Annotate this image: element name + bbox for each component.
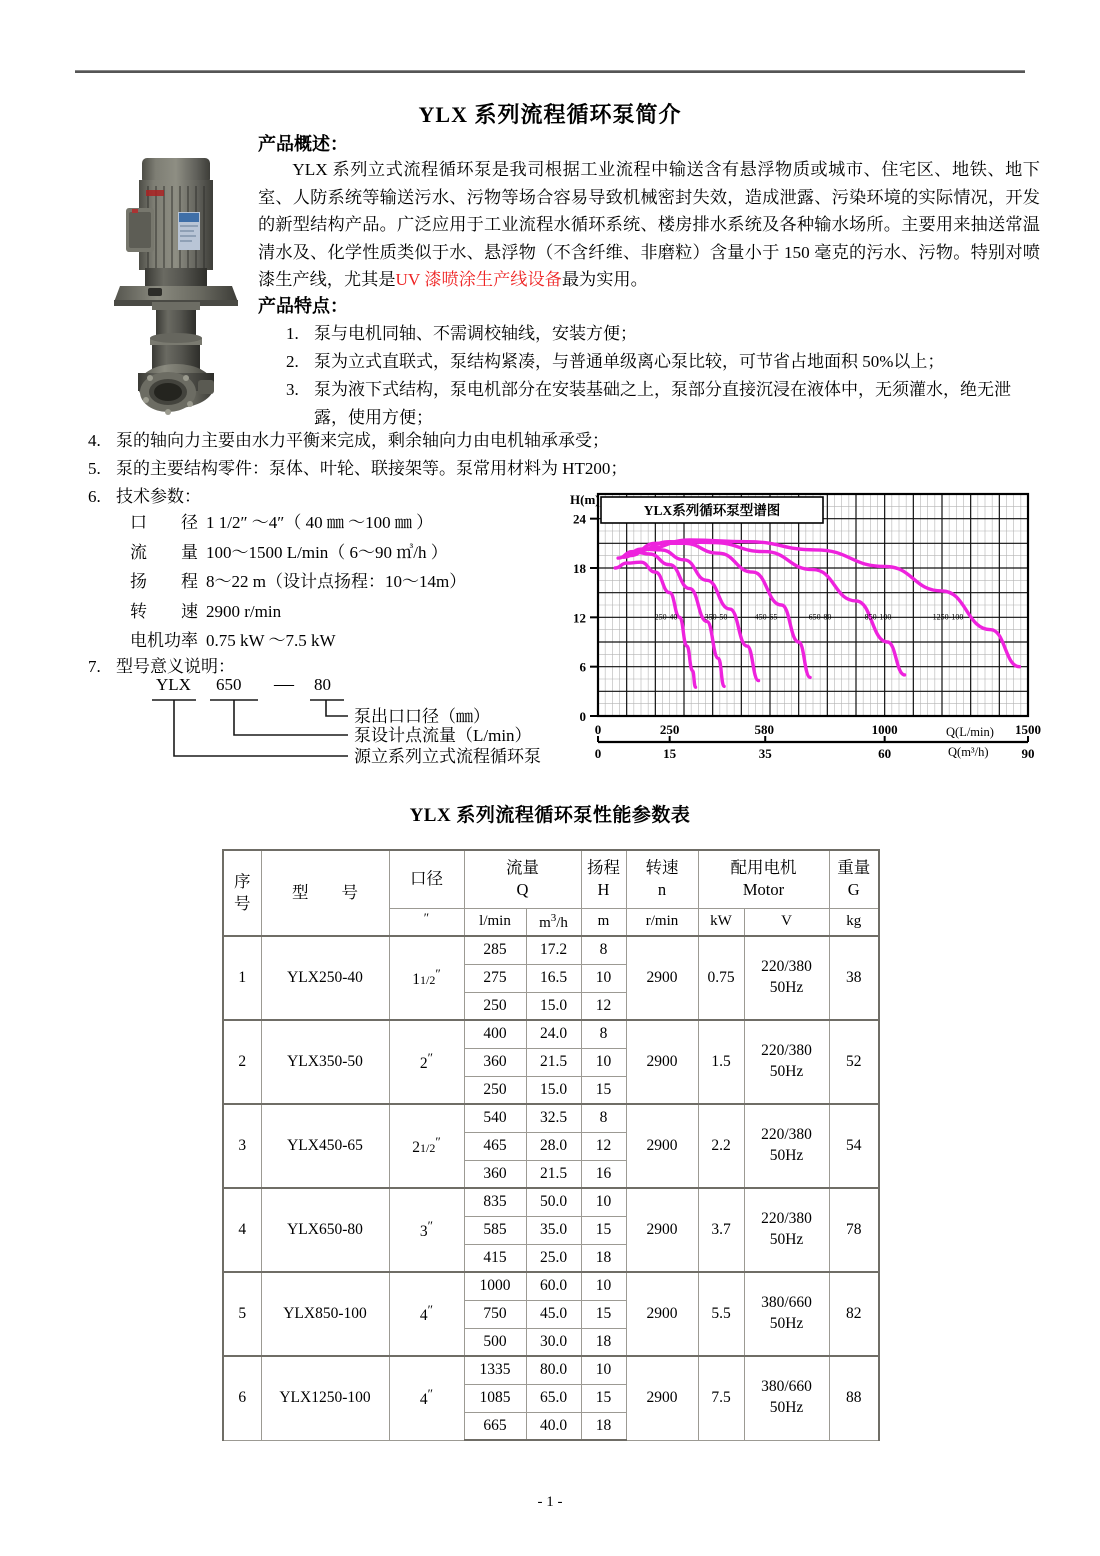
cell-flow-m3h: 28.0 bbox=[526, 1132, 581, 1160]
cell-head-m: 8 bbox=[581, 936, 626, 964]
cell-flow-lmin: 465 bbox=[464, 1132, 526, 1160]
cell-flow-m3h: 45.0 bbox=[526, 1300, 581, 1328]
spec-table-title: YLX 系列流程循环泵性能参数表 bbox=[409, 805, 691, 826]
pump-product-image bbox=[112, 142, 260, 427]
cell-flow-m3h: 24.0 bbox=[526, 1020, 581, 1048]
cell-motor-voltage: 220/380 50Hz bbox=[744, 1188, 829, 1272]
cell-flow-lmin: 1335 bbox=[464, 1356, 526, 1384]
col-unit-m: m bbox=[581, 908, 626, 936]
cell-motor-voltage: 220/380 50Hz bbox=[744, 1020, 829, 1104]
chart-title: YLX系列循环泵型谱图 bbox=[643, 503, 781, 518]
cell-flow-m3h: 35.0 bbox=[526, 1216, 581, 1244]
cell-seq: 4 bbox=[223, 1188, 261, 1272]
chart-y-axis-label: H(m) bbox=[570, 492, 600, 507]
cell-motor-kw: 5.5 bbox=[698, 1272, 744, 1356]
chart-y-tick: 24 bbox=[573, 511, 586, 527]
col-unit-v: V bbox=[744, 908, 829, 936]
model-label-series: 源立系列立式流程循环泵 bbox=[354, 747, 541, 766]
cell-motor-kw: 1.5 bbox=[698, 1020, 744, 1104]
model-code-flow: 650 bbox=[216, 676, 242, 694]
tech-param-value: 2900 r/min bbox=[206, 601, 282, 621]
chart-x-tick-top: 580 bbox=[754, 722, 775, 737]
list-item bbox=[88, 455, 1038, 483]
list-item-label: 型号意义说明： bbox=[116, 657, 235, 676]
cell-bore: 4″ bbox=[389, 1356, 464, 1440]
chart-x-axis-label-bottom: Q(m³/h) bbox=[948, 745, 989, 759]
cell-head-m: 10 bbox=[581, 1048, 626, 1076]
cell-weight: 78 bbox=[829, 1188, 879, 1272]
list-item bbox=[286, 376, 1038, 432]
cell-seq: 2 bbox=[223, 1020, 261, 1104]
cell-flow-m3h: 40.0 bbox=[526, 1412, 581, 1440]
cell-speed: 2900 bbox=[626, 1272, 698, 1356]
list-item-number: 6. bbox=[88, 487, 101, 506]
cell-head-m: 18 bbox=[581, 1412, 626, 1440]
page-title: YLX 系列流程循环泵简介 bbox=[418, 102, 682, 127]
list-item-label: 泵为液下式结构，泵电机部分在安装基础之上，泵部分直接沉浸在液体中，无须灌水，绝无泄露，使用方便； bbox=[314, 380, 1011, 427]
table-row bbox=[223, 1104, 879, 1132]
tech-param-row bbox=[130, 538, 560, 568]
col-header-model: 型 号 bbox=[261, 850, 389, 936]
chart-curve-label: 650-80 bbox=[808, 612, 832, 622]
cell-bore: 3″ bbox=[389, 1188, 464, 1272]
cell-flow-m3h: 50.0 bbox=[526, 1188, 581, 1216]
tech-param-value: 0.75 kW ～7.5 kW bbox=[206, 631, 336, 650]
table-row bbox=[223, 1188, 879, 1216]
cell-motor-kw: 7.5 bbox=[698, 1356, 744, 1440]
list-item-number: 1. bbox=[286, 324, 299, 343]
cell-head-m: 12 bbox=[581, 1132, 626, 1160]
col-header-flow: 流量 Q bbox=[464, 850, 581, 908]
page-number: - 1 - bbox=[537, 1494, 563, 1510]
cell-seq: 1 bbox=[223, 936, 261, 1020]
cell-speed: 2900 bbox=[626, 1188, 698, 1272]
tech-param-row bbox=[130, 597, 560, 627]
cell-flow-lmin: 250 bbox=[464, 992, 526, 1020]
table-row bbox=[223, 1020, 879, 1048]
tech-param-value: 1 1/2″ ～4″（ 40 ㎜ ～100 ㎜ ） bbox=[206, 513, 434, 532]
performance-chart bbox=[548, 486, 1048, 776]
chart-x-tick-top: 1000 bbox=[871, 722, 898, 737]
cell-motor-voltage: 220/380 50Hz bbox=[744, 936, 829, 1020]
tech-parameters-list bbox=[130, 508, 560, 656]
cell-motor-voltage: 220/380 50Hz bbox=[744, 1104, 829, 1188]
cell-head-m: 18 bbox=[581, 1244, 626, 1272]
cell-model: YLX450-65 bbox=[261, 1104, 389, 1188]
list-item-label: 泵与电机同轴、不需调校轴线，安装方便； bbox=[314, 324, 637, 343]
cell-weight: 82 bbox=[829, 1272, 879, 1356]
cell-head-m: 8 bbox=[581, 1104, 626, 1132]
cell-motor-kw: 2.2 bbox=[698, 1104, 744, 1188]
chart-x-tick-top: 0 bbox=[594, 722, 602, 737]
table-row bbox=[223, 936, 879, 964]
features-heading: 产品特点： bbox=[258, 296, 348, 316]
col-unit-bore: ″ bbox=[389, 908, 464, 936]
cell-seq: 3 bbox=[223, 1104, 261, 1188]
cell-flow-m3h: 30.0 bbox=[526, 1328, 581, 1356]
col-header-bore: 口径 bbox=[389, 850, 464, 908]
features-list-indented bbox=[286, 320, 1038, 432]
cell-flow-m3h: 60.0 bbox=[526, 1272, 581, 1300]
tech-param-row bbox=[130, 567, 560, 597]
overview-paragraph bbox=[258, 156, 1040, 294]
col-unit-rmin: r/min bbox=[626, 908, 698, 936]
cell-speed: 2900 bbox=[626, 1104, 698, 1188]
overview-text-part1: YLX 系列立式流程循环泵是我司根据工业流程中输送含有悬浮物质或城市、住宅区、地铁、地下室、人防系统等输送污水、污物等场合容易导致机械密封失效，造成泄露、污染环境的实际情况，开发的新型结构产品。广泛应用于工业流程水循环系统、楼房排水系统及各种输水场所。主要用来抽送常温清水及、化学性质类似于水、悬浮物（不含纤维、非磨粒）含量小于 150 毫克的污水、污物。特别对喷漆生产线，尤其是 bbox=[258, 160, 1040, 289]
col-header-speed: 转速 n bbox=[626, 850, 698, 908]
cell-head-m: 10 bbox=[581, 1188, 626, 1216]
table-row bbox=[223, 1356, 879, 1384]
col-unit-lmin: l/min bbox=[464, 908, 526, 936]
model-label-outlet: 泵出口口径（㎜） bbox=[354, 707, 490, 726]
cell-model: YLX350-50 bbox=[261, 1020, 389, 1104]
cell-flow-m3h: 65.0 bbox=[526, 1384, 581, 1412]
cell-flow-m3h: 21.5 bbox=[526, 1048, 581, 1076]
cell-bore: 21/2″ bbox=[389, 1104, 464, 1188]
tech-param-key: 电机功率 bbox=[130, 631, 198, 650]
col-header-head: 扬程 H bbox=[581, 850, 626, 908]
chart-y-tick: 12 bbox=[573, 610, 586, 626]
chart-x-tick-bottom: 35 bbox=[758, 746, 772, 761]
chart-x-tick-bottom: 60 bbox=[878, 746, 892, 761]
cell-flow-lmin: 285 bbox=[464, 936, 526, 964]
tech-param-value: 8～22 m（设计点扬程：10～14m） bbox=[206, 572, 467, 591]
list-item bbox=[286, 348, 1038, 376]
cell-flow-lmin: 835 bbox=[464, 1188, 526, 1216]
cell-head-m: 10 bbox=[581, 1356, 626, 1384]
chart-x-tick-top: 1500 bbox=[1015, 722, 1041, 737]
cell-seq: 6 bbox=[223, 1356, 261, 1440]
cell-head-m: 15 bbox=[581, 1300, 626, 1328]
col-header-motor: 配用电机 Motor bbox=[698, 850, 829, 908]
list-item-number: 4. bbox=[88, 431, 101, 450]
chart-x-tick-top: 250 bbox=[659, 722, 680, 737]
tech-param-value: 100～1500 L/min（ 6～90 ㎥/h ） bbox=[206, 542, 448, 562]
model-label-flow: 泵设计点流量（L/min） bbox=[354, 726, 532, 745]
overview-highlight: UV 漆喷涂生产线设备 bbox=[395, 270, 562, 289]
chart-curve-label: 850-100 bbox=[864, 612, 892, 622]
cell-head-m: 15 bbox=[581, 1076, 626, 1104]
cell-flow-lmin: 415 bbox=[464, 1244, 526, 1272]
cell-motor-voltage: 380/660 50Hz bbox=[744, 1356, 829, 1440]
cell-head-m: 18 bbox=[581, 1328, 626, 1356]
chart-y-tick: 18 bbox=[573, 561, 586, 576]
cell-weight: 88 bbox=[829, 1356, 879, 1440]
cell-flow-lmin: 400 bbox=[464, 1020, 526, 1048]
col-header-seq: 序 号 bbox=[223, 850, 261, 936]
cell-flow-m3h: 80.0 bbox=[526, 1356, 581, 1384]
chart-curve-label: 250-40 bbox=[654, 612, 678, 622]
cell-weight: 38 bbox=[829, 936, 879, 1020]
cell-flow-m3h: 17.2 bbox=[526, 936, 581, 964]
cell-flow-m3h: 32.5 bbox=[526, 1104, 581, 1132]
chart-curve-label: 350-50 bbox=[704, 612, 728, 622]
tech-param-key: 流 量 bbox=[130, 542, 198, 562]
chart-x-tick-bottom: 0 bbox=[594, 746, 602, 761]
cell-flow-lmin: 360 bbox=[464, 1048, 526, 1076]
list-item bbox=[286, 320, 1038, 348]
cell-head-m: 15 bbox=[581, 1384, 626, 1412]
cell-flow-lmin: 250 bbox=[464, 1076, 526, 1104]
tech-param-row bbox=[130, 508, 560, 538]
cell-flow-lmin: 360 bbox=[464, 1160, 526, 1188]
cell-bore: 4″ bbox=[389, 1272, 464, 1356]
list-item-label: 技术参数： bbox=[116, 487, 201, 506]
cell-seq: 5 bbox=[223, 1272, 261, 1356]
cell-flow-m3h: 16.5 bbox=[526, 964, 581, 992]
chart-y-tick: 6 bbox=[579, 659, 586, 675]
cell-flow-m3h: 15.0 bbox=[526, 992, 581, 1020]
list-item-number: 2. bbox=[286, 352, 299, 371]
cell-bore: 2″ bbox=[389, 1020, 464, 1104]
cell-model: YLX850-100 bbox=[261, 1272, 389, 1356]
cell-bore: 11/2″ bbox=[389, 936, 464, 1020]
cell-flow-lmin: 665 bbox=[464, 1412, 526, 1440]
cell-motor-kw: 0.75 bbox=[698, 936, 744, 1020]
tech-param-key: 口 径 bbox=[130, 513, 198, 532]
spec-table bbox=[222, 849, 880, 1441]
tech-param-key: 扬 程 bbox=[130, 572, 198, 591]
list-item-label: 泵的轴向力主要由水力平衡来完成，剩余轴向力由电机轴承承受； bbox=[116, 431, 609, 450]
cell-weight: 54 bbox=[829, 1104, 879, 1188]
list-item-number: 5. bbox=[88, 459, 101, 478]
tech-param-key: 转 速 bbox=[130, 601, 198, 621]
list-item-label: 泵的主要结构零件：泵体、叶轮、联接架等。泵常用材料为 HT200； bbox=[116, 459, 628, 478]
model-code-series: YLX bbox=[156, 676, 191, 694]
cell-flow-lmin: 275 bbox=[464, 964, 526, 992]
cell-model: YLX650-80 bbox=[261, 1188, 389, 1272]
cell-flow-lmin: 1000 bbox=[464, 1272, 526, 1300]
header-divider bbox=[75, 70, 1025, 73]
col-unit-kw: kW bbox=[698, 908, 744, 936]
cell-flow-lmin: 585 bbox=[464, 1216, 526, 1244]
cell-weight: 52 bbox=[829, 1020, 879, 1104]
tech-param-row bbox=[130, 626, 560, 656]
col-unit-kg: kg bbox=[829, 908, 879, 936]
cell-flow-m3h: 15.0 bbox=[526, 1076, 581, 1104]
chart-x-tick-bottom: 90 bbox=[1021, 746, 1035, 761]
cell-head-m: 15 bbox=[581, 1216, 626, 1244]
cell-speed: 2900 bbox=[626, 1356, 698, 1440]
cell-speed: 2900 bbox=[626, 1020, 698, 1104]
cell-flow-lmin: 500 bbox=[464, 1328, 526, 1356]
cell-motor-kw: 3.7 bbox=[698, 1188, 744, 1272]
model-designation-diagram bbox=[136, 676, 556, 771]
spec-table-container bbox=[222, 849, 878, 1441]
table-row bbox=[223, 1272, 879, 1300]
chart-y-tick: 0 bbox=[579, 709, 586, 724]
chart-curve-label: 450-65 bbox=[754, 612, 778, 622]
cell-head-m: 10 bbox=[581, 1272, 626, 1300]
model-code-outlet: 80 bbox=[314, 676, 331, 694]
cell-head-m: 10 bbox=[581, 964, 626, 992]
list-item-number: 7. bbox=[88, 657, 101, 676]
cell-flow-lmin: 540 bbox=[464, 1104, 526, 1132]
cell-flow-lmin: 750 bbox=[464, 1300, 526, 1328]
chart-curve-label: 1250-100 bbox=[932, 612, 964, 622]
cell-flow-m3h: 21.5 bbox=[526, 1160, 581, 1188]
chart-x-axis-label-top: Q(L/min) bbox=[946, 725, 994, 739]
cell-model: YLX250-40 bbox=[261, 936, 389, 1020]
overview-text-part2: 最为实用。 bbox=[561, 270, 648, 289]
col-unit-m3h: $m^3/h$ bbox=[526, 908, 581, 936]
overview-heading: 产品概述： bbox=[258, 134, 348, 154]
cell-head-m: 8 bbox=[581, 1020, 626, 1048]
cell-model: YLX1250-100 bbox=[261, 1356, 389, 1440]
cell-speed: 2900 bbox=[626, 936, 698, 1020]
cell-head-m: 16 bbox=[581, 1160, 626, 1188]
list-item-label: 泵为立式直联式，泵结构紧凑，与普通单级离心泵比较，可节省占地面积 50%以上； bbox=[314, 352, 945, 371]
list-item-number: 3. bbox=[286, 380, 299, 399]
model-code-dash: — bbox=[274, 676, 294, 695]
cell-flow-m3h: 25.0 bbox=[526, 1244, 581, 1272]
cell-flow-lmin: 1085 bbox=[464, 1384, 526, 1412]
col-header-weight: 重量 G bbox=[829, 850, 879, 908]
list-item bbox=[88, 427, 1038, 455]
cell-motor-voltage: 380/660 50Hz bbox=[744, 1272, 829, 1356]
cell-head-m: 12 bbox=[581, 992, 626, 1020]
chart-x-tick-bottom: 15 bbox=[663, 746, 677, 761]
